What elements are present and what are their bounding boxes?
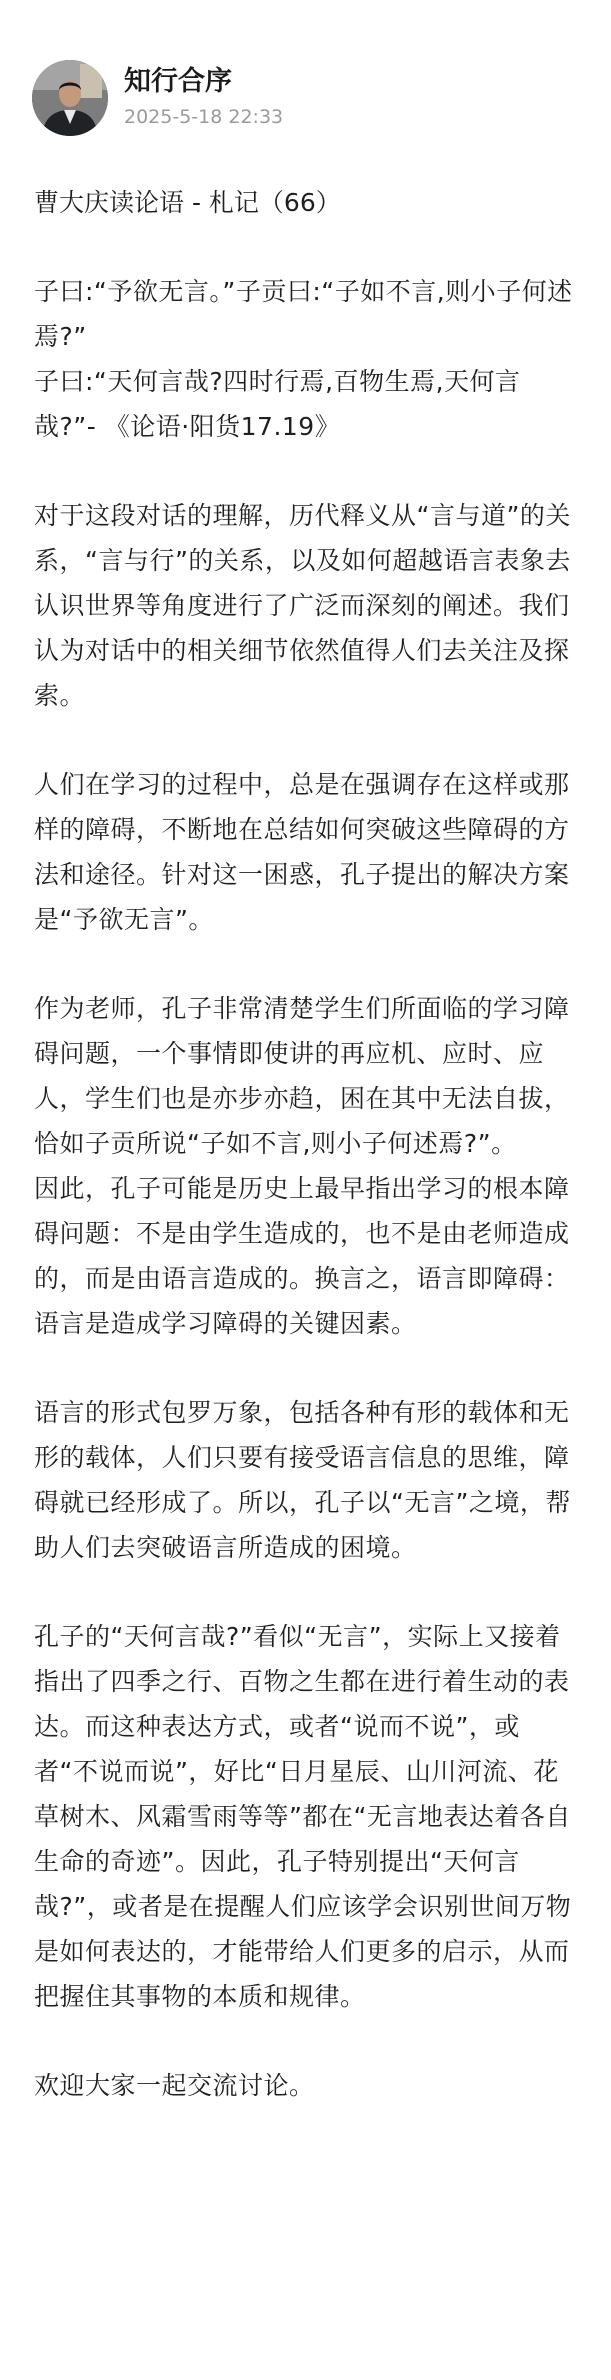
quote-line: 子曰:“天何言哉?四时行焉,百物生焉,天何言哉?”- 《论语·阳货17.19》	[34, 367, 521, 441]
quote-block	[34, 269, 582, 449]
paragraph-learning-obstacles: 人们在学习的过程中，总是在强调存在这样或那样的障碍，不断地在总结如何突破这些障碍的方法和途径。针对这一困惑，孔子提出的解决方案是“予欲无言”。	[34, 770, 570, 934]
author-name[interactable]: 知行合序	[124, 66, 232, 97]
post-body	[34, 180, 582, 2152]
quote-line: 子曰:“予欲无言。”子贡曰:“子如不言,则小子何述焉?”	[34, 277, 573, 351]
avatar[interactable]	[32, 60, 108, 136]
paragraph-language-barrier: 因此，孔子可能是历史上最早指出学习的根本障碍问题：不是由学生造成的，也不是由老师造成的，而是由语言造成的。换言之，语言即障碍：语言是造成学习障碍的关键因素。	[34, 1174, 570, 1338]
person-avatar-icon	[32, 60, 108, 136]
author-header	[32, 60, 283, 136]
paragraph-interpretation: 对于这段对话的理解，历代释义从“言与道”的关系，“言与行”的关系，以及如何超越语言表象去认识世界等角度进行了广泛而深刻的阐述。我们认为对话中的相关细节依然值得人们去关注及探索。	[34, 501, 571, 710]
paragraph-heaven-speaks: 孔子的“天何言哉?”看似“无言”，实际上又接着指出了四季之行、百物之生都在进行着生动的表达。而这种表达方式，或者“说而不说”，或者“不说而说”，好比“日月星辰、山川河流、花草树木、风霜雪雨等等”都在“无言地表达着各自生命的奇迹”。因此，孔子特别提出“天何言哉?”，或者是在提醒人们应该学会识别世间万物是如何表达的，才能带给人们更多的启示，从而把握住其事物的本质和规律。	[34, 1622, 572, 2011]
paragraph-closing: 欢迎大家一起交流讨论。	[34, 2071, 315, 2100]
post-timestamp: 2025-5-18 22:33	[124, 106, 284, 128]
paragraph-teacher-perspective: 作为老师，孔子非常清楚学生们所面临的学习障碍问题，一个事情即使讲的再应机、应时、应人，学生们也是亦步亦趋，困在其中无法自拔，恰如子贡所说“子如不言,则小子何述焉?”。	[34, 994, 570, 1158]
post-title: 曹大庆读论语 - 札记（66）	[34, 188, 341, 217]
paragraph-language-forms: 语言的形式包罗万象，包括各种有形的载体和无形的载体，人们只要有接受语言信息的思维，障碍就已经形成了。所以，孔子以“无言”之境，帮助人们去突破语言所造成的困境。	[34, 1398, 571, 1562]
